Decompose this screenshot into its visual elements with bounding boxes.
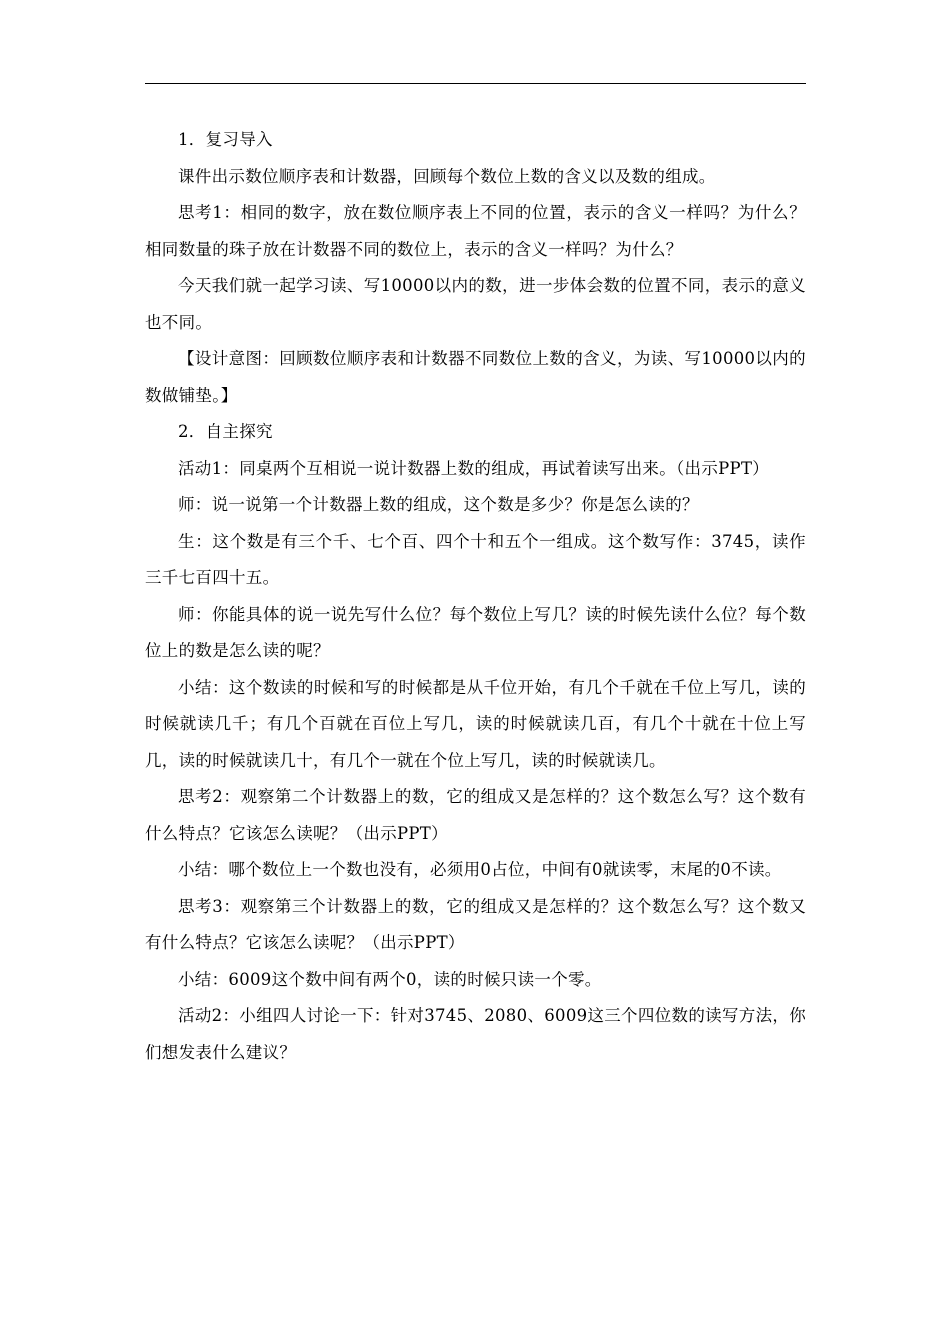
paragraph: 思考2：观察第二个计数器上的数，它的组成又是怎样的？这个数怎么写？这个数有什么特点？它该怎么读呢？（出示PPT）: [145, 787, 806, 843]
summary-paragraph: 小结：6009这个数中间有两个0，读的时候只读一个零。: [178, 969, 602, 989]
paragraph: 思考3：观察第三个计数器上的数，它的组成又是怎样的？这个数怎么写？这个数又有什么特点？它该怎么读呢？（出示PPT）: [145, 896, 806, 952]
paragraph: 师：你能具体的说一说先写什么位？每个数位上写几？读的时候先读什么位？每个数位上的数是怎么读的呢？: [145, 604, 806, 660]
paragraph: 活动2：小组四人讨论一下：针对3745、2080、6009这三个四位数的读写方法，你们想发表什么建议？: [145, 1006, 806, 1062]
paragraph: 生：这个数是有三个千、七个百、四个十和五个一组成。这个数写作：3745，读作三千七百四十五。: [145, 531, 806, 587]
section-heading-explore: 2．自主探究: [178, 422, 273, 441]
document-body: [145, 122, 806, 1071]
header-rule: [145, 83, 806, 84]
design-intent-note: 【设计意图：回顾数位顺序表和计数器不同数位上数的含义，为读、写10000以内的数做铺垫。】: [145, 349, 806, 405]
summary-paragraph: 小结：这个数读的时候和写的时候都是从千位开始，有几个千就在千位上写几，读的时候就读几千；有几个百就在百位上写几，读的时候就读几百，有几个十就在十位上写几，读的时候就读几十，有几个一就在个位上写几，读的时候就读几。: [145, 677, 806, 770]
section-heading-review: 1．复习导入: [178, 130, 273, 149]
paragraph: 师：说一说第一个计数器上数的组成，这个数是多少？你是怎么读的？: [178, 495, 699, 514]
paragraph: 思考1：相同的数字，放在数位顺序表上不同的位置，表示的含义一样吗？为什么？相同数量的珠子放在计数器不同的数位上，表示的含义一样吗？为什么？: [145, 203, 806, 259]
paragraph: 课件出示数位顺序表和计数器，回顾每个数位上数的含义以及数的组成。: [178, 166, 716, 186]
paragraph: 今天我们就一起学习读、写10000以内的数，进一步体会数的位置不同，表示的意义也不同。: [145, 276, 806, 332]
summary-paragraph: 小结：哪个数位上一个数也没有，必须用0占位，中间有0就读零，末尾的0不读。: [178, 860, 782, 879]
paragraph: 活动1：同桌两个互相说一说计数器上数的组成，再试着读写出来。（出示PPT）: [178, 458, 770, 478]
